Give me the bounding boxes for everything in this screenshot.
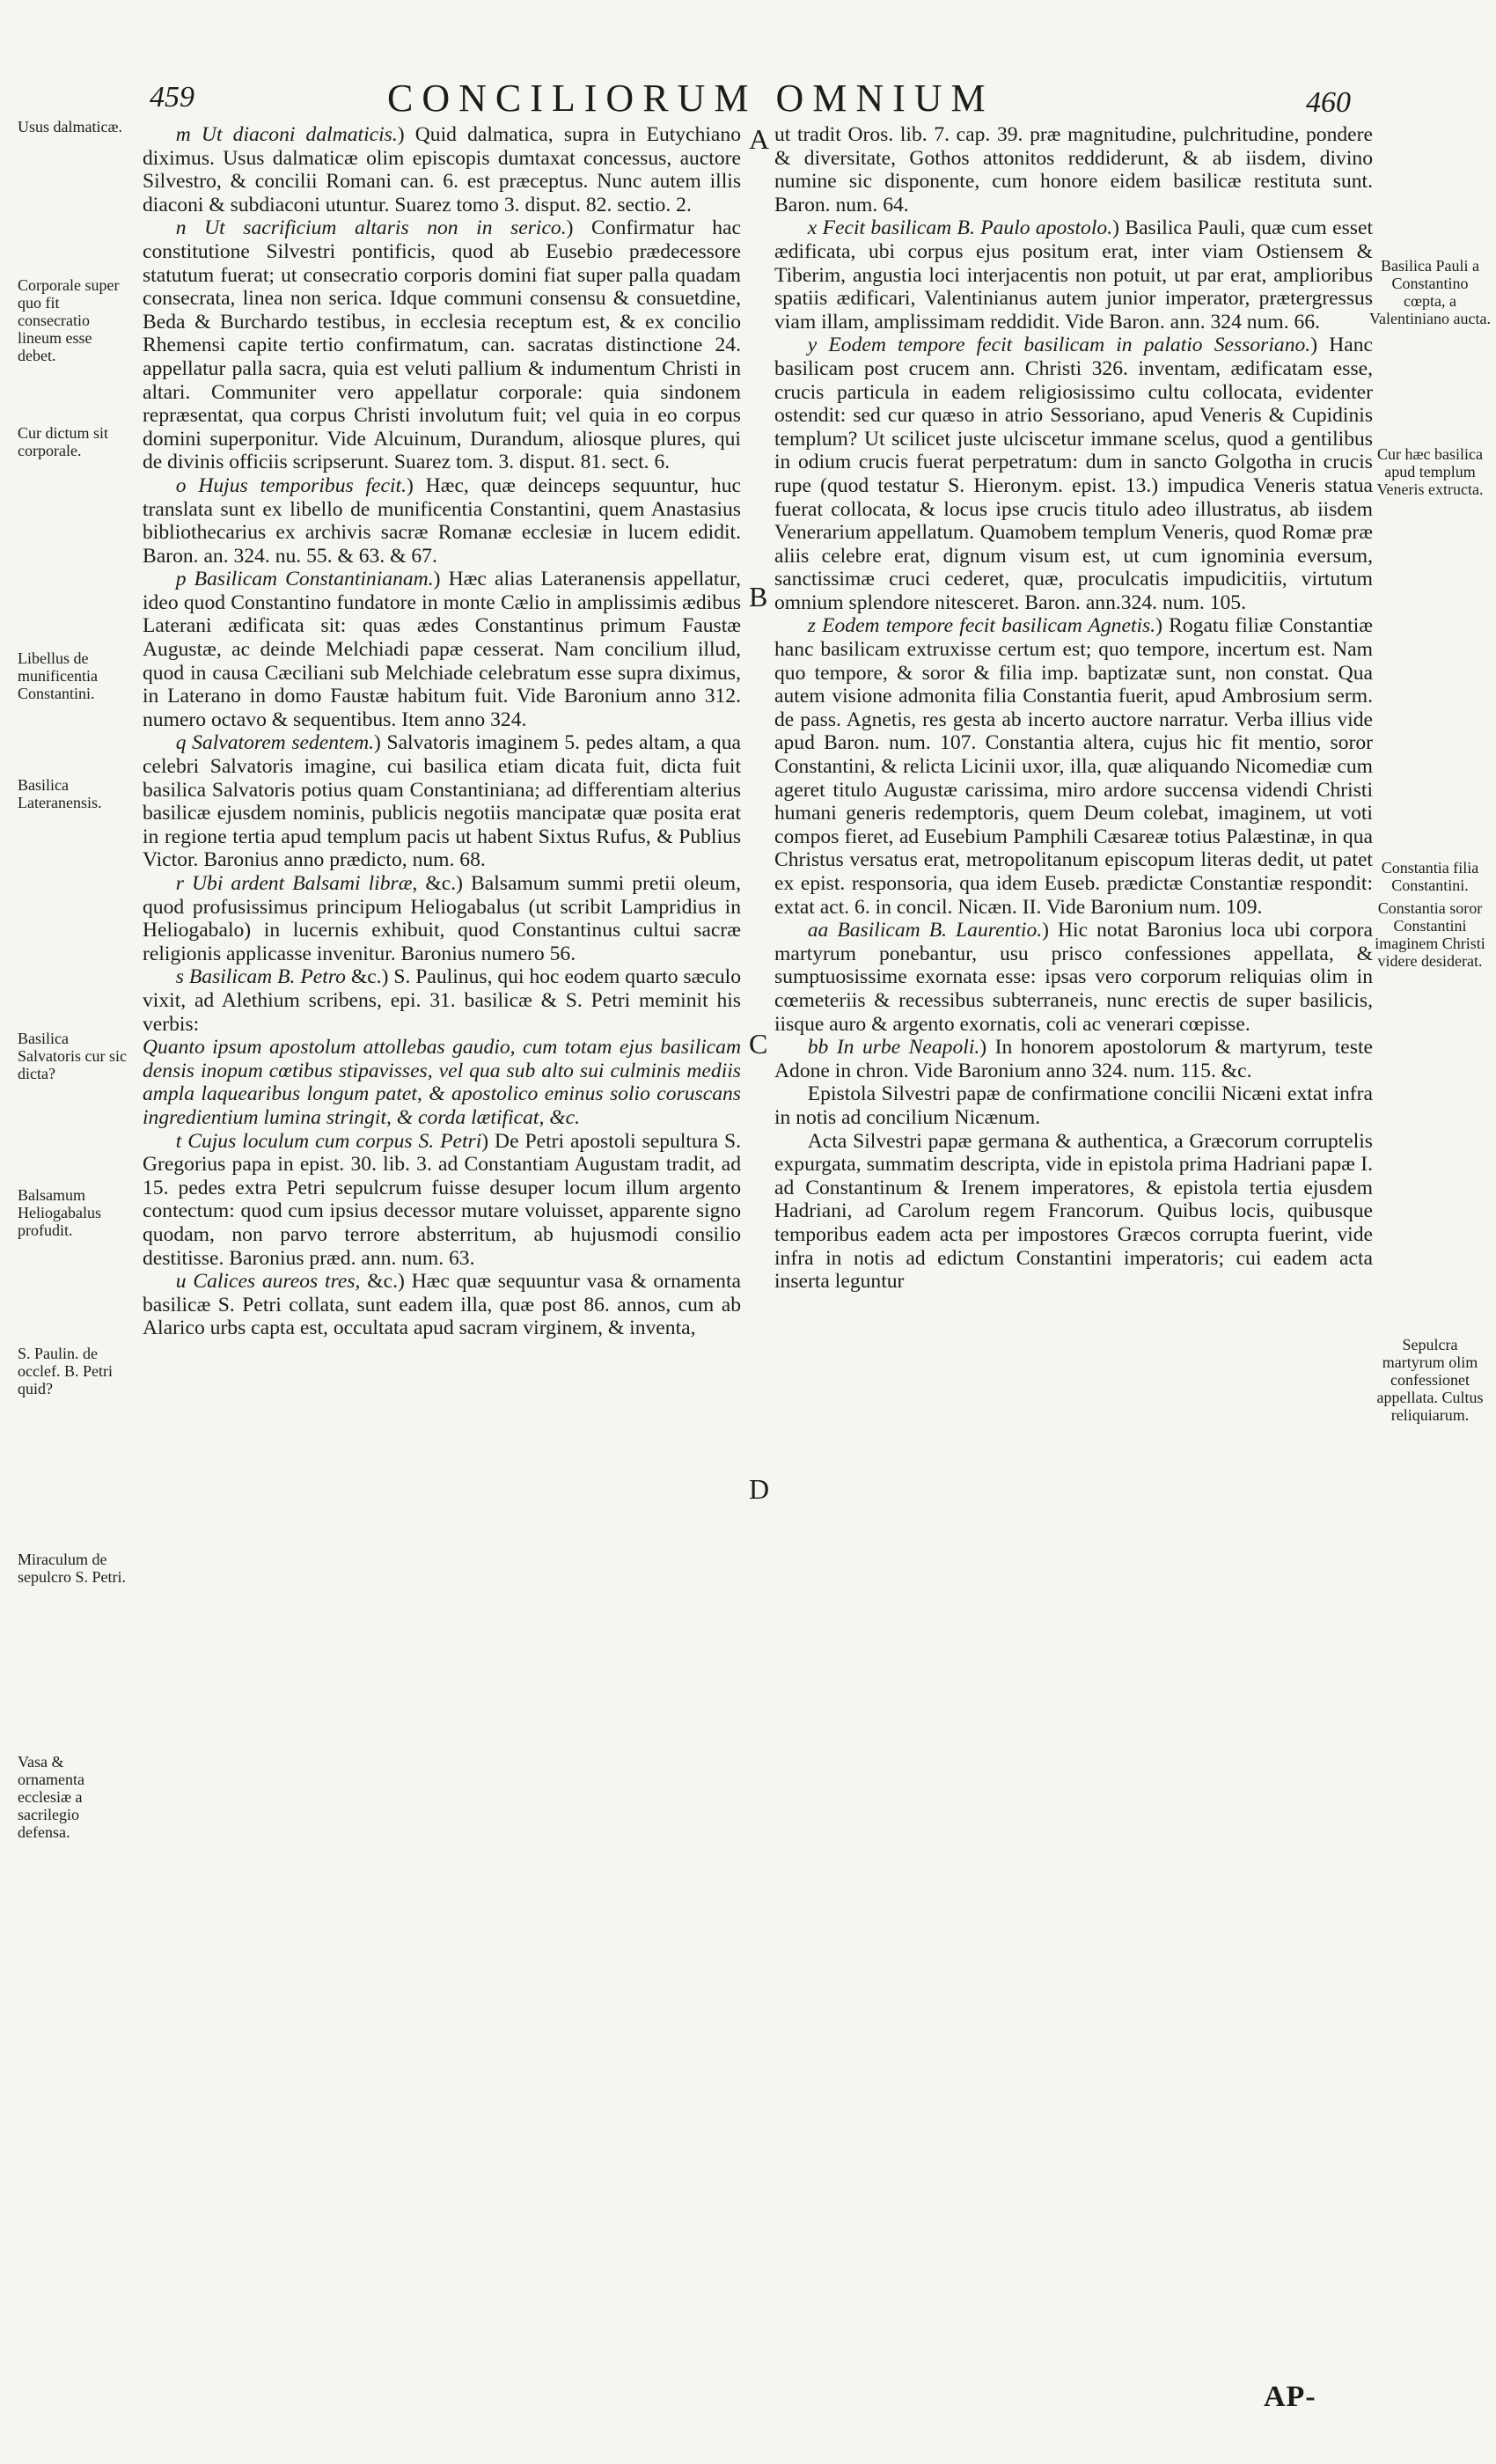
lemma: s Basilicam B. Petro [175, 965, 346, 989]
paragraph [774, 1082, 1373, 1129]
margin-note-left: S. Paulin. de occlef. B. Petri quid? [18, 1345, 113, 1397]
paragraph [143, 872, 741, 965]
lemma: u Calices aureos tres, [175, 1270, 361, 1294]
margin-note-left: Corporale super quo fit consecratio lineum esse debet. [18, 276, 120, 364]
commentary-text: ) Hæc alias Lateranensis appellatur, ideo quod Constantino fundatore in monte Cælio in amplissimis ædibus Laterani ædificata sit: quas ædes Constantinus primum Faustæ Augustæ, ac deinde Melchiadi papæ cesserat. Nam concilium illud, quod in causa Cæciliani sub Melchiade celebratum esse supra diximus, in Laterano in domo Faustæ habitum fuit. Vide Baronium anno 312. numero octavo & sequentibus. Item anno 324. [143, 568, 741, 731]
lemma: p Basilicam Constantinianam. [175, 568, 434, 591]
margin-note-left: Usus dalmaticæ. [18, 118, 122, 136]
paragraph [774, 1036, 1373, 1082]
lemma: x Fecit basilicam B. Paulo apostolo. [807, 216, 1113, 240]
commentary-text: Epistola Silvestri papæ de confirmatione concilii Nicæni extat infra in notis ad concilium Nicænum. [774, 1082, 1373, 1129]
paragraph [143, 731, 741, 872]
commentary-text: ) Hic notat Baronius loca ubi corpora martyrum ponebantur, usu prisco confessiones appellata, & sumptuosissime exornata esse: ipsas vero corporum reliquias olim in cœmeteriis & recessibus subterraneis, nunc erectis de super basilicis, iisque auro & argento exornatis, coli ac venerari cœpisse. [774, 919, 1373, 1036]
paragraph [774, 919, 1373, 1036]
running-title: CONCILIORUM OMNIUM [387, 77, 994, 120]
quotation [143, 1036, 741, 1129]
commentary-text: ) Hanc basilicam post crucem ann. Christi 326. inventam, ædificatam esse, crucis particula in eadem religiosissimo cultu collocata, evidenter ostendit: sed cur quæso in atrio Sessoriano, apud Veneris & Cupidinis templum? Ut scilicet juste ulciscetur immane scelus, quod a gentilibus in odium crucis fuerat perpetratum: dum in sancto Golgotha in crucis rupe (quod testatur S. Hieronym. epist. 13.) impudica Veneris statua fuerat collocata, & locus ipse crucis titulo adeo illustratus, ab iisdem Venerarium appellatum. Quamobem templum Veneris, quod Romæ præ aliis celebre erat, dignum visum est, ut cum ignominia eversum, sanctissimæ cruci cederet, quæ, proculcatis impudicitiis, virtutum omnium splendore nitesceret. Baron. ann.324. num. 105. [774, 334, 1373, 614]
section-mark: C [749, 1028, 768, 1060]
lemma: z Eodem tempore fecit basilicam Agnetis. [807, 614, 1156, 638]
margin-note-left: Libellus de munificentia Constantini. [18, 649, 98, 702]
lemma: o Hujus temporibus fecit. [175, 473, 407, 497]
commentary-text: ) De Petri apostoli sepultura S. Gregorius papa in epist. 30. lib. 3. ad Constantiam Augustam tradit, ad 15. pedes extra Petri sepulcrum fuisse desuper locum illum argento contectum: quod cum ipsius decessor mutare voluisset, apparente signo quodam, non parvo terrore absterritum, ab hujusmodi consilio destitisse. Baronius præd. ann. num. 63. [143, 1129, 741, 1270]
paragraph [774, 1130, 1373, 1294]
commentary-text: &c.) S. Paulinus, qui hoc eodem quarto sæculo vixit, ad Alethium scribens, epi. 31. basilicæ & S. Petri meminit his verbis: [143, 965, 741, 1036]
paragraph [143, 568, 741, 731]
margin-note-right: Basilica Pauli a Constantino cœpta, a Valentiniano aucta. [1369, 257, 1491, 327]
lemma: aa Basilicam B. Laurentio. [807, 919, 1043, 942]
commentary-text: ) Quid dalmatica, supra in Eutychiano diximus. Usus dalmaticæ olim episcopis dumtaxat concessus, auctore Silvestro, & concilii Romani can. 6. est præceptus. Nunc autem illis diaconi & subdiaconi utuntur. Suarez tomo 3. disput. 82. sectio. 2. [143, 123, 741, 216]
margin-note-left: Basilica Lateranensis. [18, 776, 102, 811]
commentary-text: ) Confirmatur hac constitutione Silvestri pontificis, quod ab Eusebio prædecessore statutum fuerat; ut consecratio corporis domini fiat super palla quadam consecrata, linea non serica. Idque communi consensu & consuetdine, Beda & Burchardo testibus, in ecclesia receptum est, & ex concilio Rhemensi capite tertio confirmatum, can. sacratas distinctione 24. appellatur palla sacra, quia est veluti pallium & indumentum Christi in altari. Communiter vero appellatur corporale: quia sindonem repræsentat, qua corpus Christi involutum fuit; vel quia in eo corpus domini superponitur. Vide Alcuinum, Durandum, aliosque plures, qui de divinis officiis scripserunt. Suarez tom. 3. disput. 81. sect. 6. [143, 216, 741, 474]
commentary-text: ) Rogatu filiæ Constantiæ hanc basilicam extruxisse certum est; quo tempore, incertum est. Nam quo tempore, & soror & filia imp. baptizatæ sunt, non constat. Qua autem visione admonita filia Constantia fuerit, apud Ambrosium serm. de pass. Agnetis, res gesta ab incerto auctore narratur. Verba illius vide apud Baron. num. 107. Constantia altera, cujus hic fit mentio, soror Constantini, & relicta Licinii uxor, illa, quæ aliquando Nicomediæ cum ageret titulo Augustæ carissima, miro ardore succensa videndi Christi humani generis redemptoris, quem Deum colebat, imaginem, ut voti compos fieret, ad Eusebium Pamphili Cæsareæ totius Palæstinæ, in qua Christus versatus erat, metropolitanum episcopum literas dedit, ut patet ex epist. responsoria, qua idem Euseb. prædictæ Constantiæ respondit: extat act. 6. in concil. Nicæn. II. Vide Baronium num. 109. [774, 614, 1373, 919]
margin-note-right: Constantia filia Constantini. [1381, 859, 1479, 894]
commentary-text: &c.) Hæc quæ sequuntur vasa & ornamenta basilicæ S. Petri collata, sunt eadem illa, quæ post 86. annos, cum ab Alarico urbs capta est, occultata apud sacram virginem, & inventa, [143, 1270, 742, 1340]
text-column-left [143, 123, 741, 1340]
quotation-text: Quanto ipsum apostolum attollebas gaudio, cum totam ejus basilicam densis inopum cœtibus stipavisses, vel qua sub alto sui culminis mediis ampla laquearibus longum patet, & apostolico eminus solio coruscans ingredientium lumina stringit, & corda lætificat, &c. [143, 1036, 741, 1129]
margin-note-left: Miraculum de sepulcro S. Petri. [18, 1551, 126, 1586]
lemma: q Salvatorem sedentem. [175, 731, 375, 755]
section-mark: A [749, 123, 770, 155]
section-mark: B [749, 581, 768, 612]
commentary-text: ) In honorem apostolorum & martyrum, teste Adone in chron. Vide Baronium anno 324. num. 115. &c. [774, 1036, 1373, 1082]
margin-note-left: Balsamum Heliogabalus profudit. [18, 1186, 101, 1239]
margin-note-right: Constantia soror Constantini imaginem Christi videre desiderat. [1375, 899, 1485, 970]
commentary-text: ) Hæc, quæ deinceps sequuntur, huc translata sunt ex libello de munificentia Constantini, quem Anastasius bibliothecarius ex archivis sacræ Romanæ ecclesiæ in lucem edidit. Baron. an. 324. nu. 55. & 63. & 67. [143, 473, 741, 568]
paragraph [774, 123, 1373, 216]
commentary-text: &c.) Balsamum summi pretii oleum, quod profusissimus principum Heliogabalus (ut scribit Lampridius in Heliogabalo) in lucernis exhibuit, quod Constantinus cultui sacræ religionis applicasse invenitur. Baronius numero 56. [143, 872, 741, 965]
lemma: n Ut sacrificium altaris non in serico. [175, 216, 567, 240]
lemma: bb In urbe Neapoli. [807, 1036, 980, 1060]
commentary-text: Acta Silvestri papæ germana & authentica, a Græcorum corruptelis expurgata, summatim descripta, vide in epistola prima Hadriani papæ I. ad Constantinum & Irenem imperatores, & epistola tertia ejusdem Hadriani, ad Carolum regem Francorum. Quibus locis, quibusque temporibus eadem acta per impostores Græcos corrupta fuerint, vide infra in notis ad edictum Constantini imperatoris; cui eadem acta inserta leguntur [774, 1129, 1373, 1294]
margin-note-left: Cur dictum sit corporale. [18, 424, 108, 459]
lemma: y Eodem tempore fecit basilicam in palatio Sessoriano. [807, 334, 1311, 357]
paragraph [143, 474, 741, 568]
paragraph [774, 216, 1373, 334]
paragraph [774, 334, 1373, 614]
page-number-left: 459 [150, 81, 194, 114]
paragraph [774, 614, 1373, 919]
catchword: AP- [1264, 2380, 1316, 2413]
margin-note-right: Sepulcra martyrum olim confessionet appellata. Cultus reliquiarum. [1376, 1336, 1484, 1424]
margin-note-right: Cur hæc basilica apud templum Veneris extructa. [1376, 445, 1484, 498]
paragraph [143, 216, 741, 474]
margin-note-left: Vasa & ornamenta ecclesiæ a sacrilegio defensa. [18, 1753, 84, 1841]
commentary-text: ) Salvatoris imaginem 5. pedes altam, a qua celebri Salvatoris imagine, cui basilica etiam dicata fuit, dicta fuit basilica Salvatoris potius quam Constantiniana; ad differentiam alterius basilicæ ejusdem nominis, publicis negotiis mancipatæ quæ posita erat in regione tertia apud templum pacis ut habent Sixtus Rufus, & Publius Victor. Baronius anno prædicto, num. 68. [143, 731, 741, 872]
paragraph [143, 1270, 741, 1340]
commentary-text: ut tradit Oros. lib. 7. cap. 39. præ magnitudine, pulchritudine, pondere & diversitate, Gothos attonitos reddiderunt, & ab iisdem, divino numine sic disponente, cum honore eidem basilicæ restituta sunt. Baron. num. 64. [774, 123, 1373, 216]
text-column-right [774, 123, 1373, 1294]
lemma: r Ubi ardent Balsami libræ, [175, 872, 418, 895]
lemma: t Cujus loculum cum corpus S. Petri [175, 1129, 482, 1153]
commentary-text: ) Basilica Pauli, quæ cum esset ædificata, ubi corpus ejus positum erat, inter viam Ostiensem & Tiberim, angustia loci interjacentis non potuit, ut par erat, amplioribus spatiis ædificari, Valentinianus autem junior imperator, prætergressus viam illam, amplissimam reddidit. Vide Baron. ann. 324 num. 66. [774, 216, 1373, 334]
paragraph [143, 1130, 741, 1271]
lemma: m Ut diaconi dalmaticis. [175, 123, 398, 146]
page-number-right: 460 [1306, 86, 1351, 119]
paragraph [143, 123, 741, 216]
section-mark: D [749, 1473, 770, 1505]
paragraph [143, 965, 741, 1036]
margin-note-left: Basilica Salvatoris cur sic dicta? [18, 1030, 127, 1082]
